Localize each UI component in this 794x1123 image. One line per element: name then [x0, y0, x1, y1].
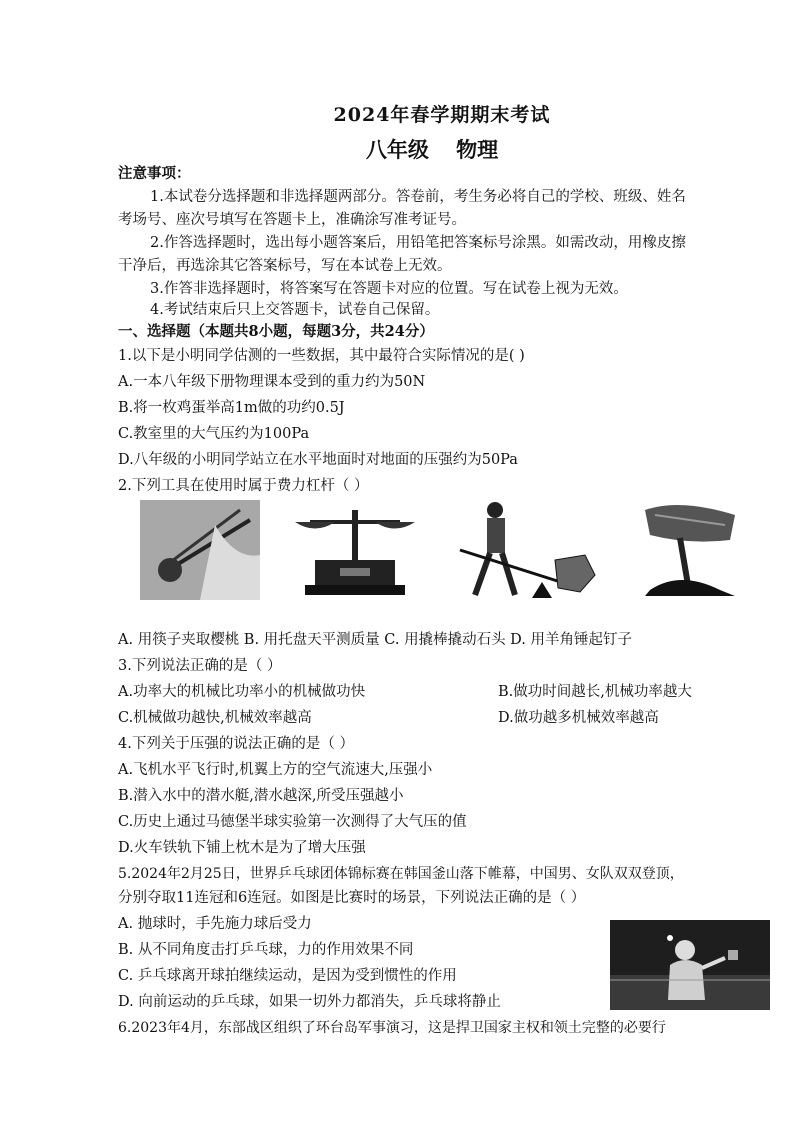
table-tennis-photo: [610, 920, 770, 1010]
q5-option-c: C. 乒乓球离开球拍继续运动，是因为受到惯性的作用: [118, 968, 457, 984]
q3-stem: 3.下列说法正确的是（ ）: [118, 658, 282, 674]
notice-item: 考场号、座次号填写在答题卡上，准确涂写准考证号。: [118, 212, 466, 228]
q1-option-d: D.八年级的小明同学站立在水平地面时对地面的压强约为50Pa: [118, 452, 518, 468]
chopsticks-figure: [140, 500, 260, 600]
hammer-figure: [640, 500, 750, 600]
notice-item: 2.作答选择题时，选出每小题答案后，用铅笔把答案标号涂黑。如需改动，用橡皮擦: [150, 235, 686, 251]
notice-item: 3.作答非选择题时，将答案写在答题卡对应的位置。写在试卷上视为无效。: [150, 281, 628, 297]
q2-figures: [130, 500, 780, 610]
q4-option-b: B.潜入水中的潜水艇,潜水越深,所受压强越小: [118, 788, 404, 804]
q1-stem: 1.以下是小明同学估测的一些数据，其中最符合实际情况的是( ): [118, 348, 525, 364]
q4-option-d: D.火车铁轨下铺上枕木是为了增大压强: [118, 840, 366, 856]
q6-stem: 6.2023年4月，东部战区组织了环台岛军事演习，这是捍卫国家主权和领土完整的必要行: [118, 1020, 666, 1036]
q3-option-a: A.功率大的机械比功率小的机械做功快: [118, 684, 366, 700]
q3-option-c: C.机械做功越快,机械效率越高: [118, 710, 312, 726]
q5-option-b: B. 从不同角度击打乒乓球，力的作用效果不同: [118, 942, 414, 958]
q2-options: A. 用筷子夹取樱桃 B. 用托盘天平测质量 C. 用撬棒撬动石头 D. 用羊角锤起钉子: [118, 632, 633, 648]
q1-option-a: A.一本八年级下册物理课本受到的重力约为50N: [118, 374, 426, 390]
q1-option-c: C.教室里的大气压约为100Pa: [118, 426, 310, 442]
q5-option-a: A. 抛球时，手先施力球后受力: [118, 916, 312, 932]
q4-option-a: A.飞机水平飞行时,机翼上方的空气流速大,压强小: [118, 762, 433, 778]
q1-option-b: B.将一枚鸡蛋举高1m做的功约0.5J: [118, 400, 345, 416]
q2-stem: 2.下列工具在使用时属于费力杠杆（ ）: [118, 478, 369, 494]
notice-heading: 注意事项：: [118, 165, 191, 182]
q5-stem-line2: 分别夺取11连冠和6连冠。如图是比赛时的场景，下列说法正确的是（ ）: [118, 890, 586, 906]
section-heading: 一、选择题（本题共8小题，每题3分，共24分）: [118, 323, 434, 340]
q5-option-d: D. 向前运动的乒乓球，如果一切外力都消失，乒乓球将静止: [118, 994, 501, 1010]
balance-figure: [290, 500, 420, 600]
exam-subtitle: 八年级 物理: [365, 137, 499, 162]
notice-item: 4.考试结束后只上交答题卡，试卷自己保留。: [150, 302, 440, 318]
notice-item: 1.本试卷分选择题和非选择题两部分。答卷前，考生务必将自己的学校、班级、姓名: [150, 189, 686, 205]
crowbar-figure: [450, 500, 600, 605]
exam-title: 2024年春学期期末考试: [333, 104, 551, 126]
q4-stem: 4.下列关于压强的说法正确的是（ ）: [118, 736, 354, 752]
q3-option-d: D.做功越多机械效率越高: [498, 710, 659, 726]
notice-item: 干净后，再选涂其它答案标号，写在本试卷上无效。: [118, 258, 452, 274]
q3-option-b: B.做功时间越长,机械功率越大: [498, 684, 692, 700]
q4-option-c: C.历史上通过马德堡半球实验第一次测得了大气压的值: [118, 814, 467, 830]
q5-stem-line1: 5.2024年2月25日，世界乒乓球团体锦标赛在韩国釜山落下帷幕，中国男、女队双双登顶，: [118, 866, 684, 882]
